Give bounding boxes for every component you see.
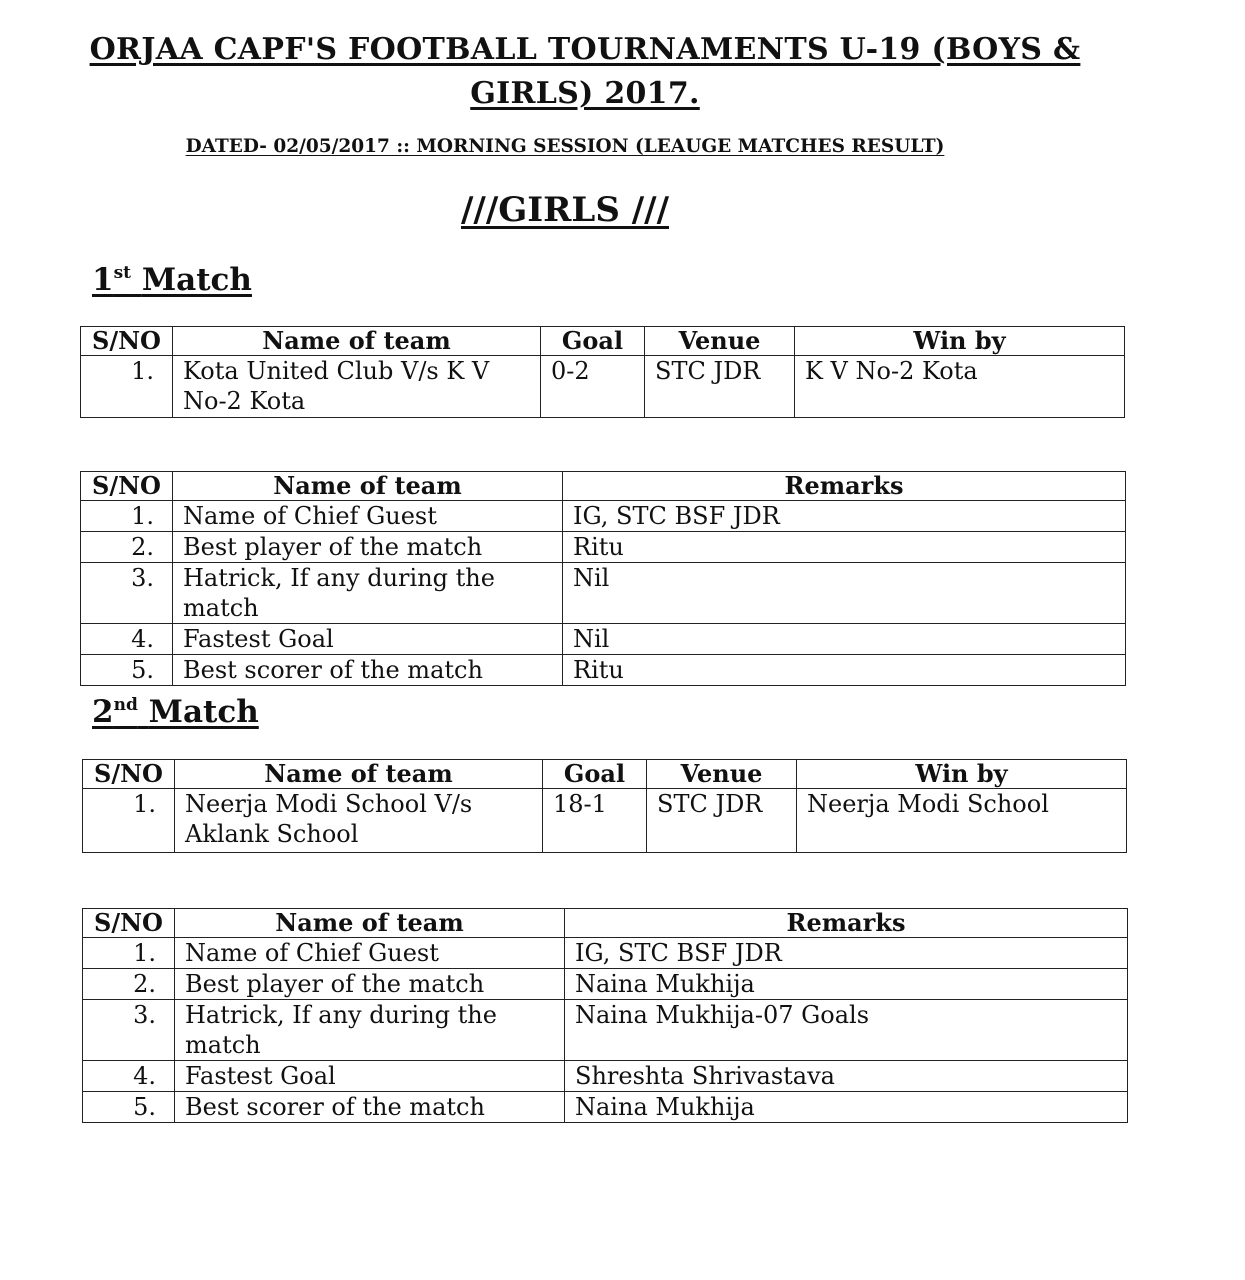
cell-team: Kota United Club V/s K V No-2 Kota xyxy=(173,356,541,418)
col-team: Name of team xyxy=(175,909,565,938)
match-2-ordinal: nd xyxy=(113,695,138,715)
cell-item: Best player of the match xyxy=(173,532,563,563)
document-title xyxy=(80,28,1090,116)
cell-remark: Naina Mukhija-07 Goals xyxy=(565,1000,1128,1061)
table-row xyxy=(81,532,1126,563)
col-remarks: Remarks xyxy=(565,909,1128,938)
col-team: Name of team xyxy=(173,327,541,356)
match-1-number: 1 xyxy=(92,262,114,298)
section-heading: ///GIRLS /// xyxy=(460,190,669,230)
match-1-remarks-table xyxy=(80,471,1126,686)
match-2-remarks-table xyxy=(82,908,1128,1123)
cell-goal: 18-1 xyxy=(543,789,647,853)
table-row xyxy=(81,356,1125,418)
col-win-by: Win by xyxy=(797,760,1127,789)
table-row xyxy=(83,1000,1128,1061)
match-2-number: 2 xyxy=(92,694,114,730)
table-row xyxy=(81,563,1126,624)
cell-item: Name of Chief Guest xyxy=(173,501,563,532)
cell-venue: STC JDR xyxy=(645,356,795,418)
table-row xyxy=(83,969,1128,1000)
cell-remark: Nil xyxy=(563,624,1126,655)
cell-item: Best scorer of the match xyxy=(173,655,563,686)
col-goal: Goal xyxy=(541,327,645,356)
col-goal: Goal xyxy=(543,760,647,789)
table-row xyxy=(83,938,1128,969)
cell-sno: 5. xyxy=(83,1092,175,1123)
cell-sno: 2. xyxy=(83,969,175,1000)
match-1-heading xyxy=(92,262,252,298)
cell-win-by: K V No-2 Kota xyxy=(795,356,1125,418)
cell-remark: Shreshta Shrivastava xyxy=(565,1061,1128,1092)
cell-sno: 3. xyxy=(81,563,173,624)
table-header-row xyxy=(81,327,1125,356)
match-2-word: Match xyxy=(148,694,259,730)
cell-remark: Ritu xyxy=(563,532,1126,563)
cell-sno: 3. xyxy=(83,1000,175,1061)
title-line-2: GIRLS) 2017. xyxy=(470,76,700,111)
title-line-1: ORJAA CAPF'S FOOTBALL TOURNAMENTS U-19 (BOYS & xyxy=(89,32,1081,67)
cell-goal: 0-2 xyxy=(541,356,645,418)
cell-item: Name of Chief Guest xyxy=(175,938,565,969)
cell-remark: IG, STC BSF JDR xyxy=(563,501,1126,532)
cell-item: Hatrick, If any during the match xyxy=(175,1000,565,1061)
cell-venue: STC JDR xyxy=(647,789,797,853)
cell-sno: 1. xyxy=(81,501,173,532)
col-sno: S/NO xyxy=(83,760,175,789)
col-team: Name of team xyxy=(175,760,543,789)
cell-sno: 4. xyxy=(83,1061,175,1092)
cell-sno: 5. xyxy=(81,655,173,686)
cell-win-by: Neerja Modi School xyxy=(797,789,1127,853)
cell-sno: 1. xyxy=(83,938,175,969)
cell-sno: 1. xyxy=(83,789,175,853)
cell-item: Fastest Goal xyxy=(173,624,563,655)
cell-item: Fastest Goal xyxy=(175,1061,565,1092)
cell-sno: 2. xyxy=(81,532,173,563)
col-venue: Venue xyxy=(647,760,797,789)
table-header-row xyxy=(83,760,1127,789)
col-remarks: Remarks xyxy=(563,472,1126,501)
cell-sno: 4. xyxy=(81,624,173,655)
col-sno: S/NO xyxy=(81,327,173,356)
cell-remark: IG, STC BSF JDR xyxy=(565,938,1128,969)
cell-team: Neerja Modi School V/s Aklank School xyxy=(175,789,543,853)
table-header-row xyxy=(83,909,1128,938)
table-row xyxy=(81,655,1126,686)
col-venue: Venue xyxy=(645,327,795,356)
table-row xyxy=(81,501,1126,532)
cell-sno: 1. xyxy=(81,356,173,418)
table-row xyxy=(83,1061,1128,1092)
cell-remark: Ritu xyxy=(563,655,1126,686)
match-1-result-table xyxy=(80,326,1125,418)
cell-remark: Naina Mukhija xyxy=(565,969,1128,1000)
table-row xyxy=(83,789,1127,853)
cell-item: Best player of the match xyxy=(175,969,565,1000)
match-2-heading xyxy=(92,694,259,730)
table-header-row xyxy=(81,472,1126,501)
cell-remark: Nil xyxy=(563,563,1126,624)
cell-item: Best scorer of the match xyxy=(175,1092,565,1123)
cell-remark: Naina Mukhija xyxy=(565,1092,1128,1123)
col-win-by: Win by xyxy=(795,327,1125,356)
table-row xyxy=(83,1092,1128,1123)
cell-item: Hatrick, If any during the match xyxy=(173,563,563,624)
col-sno: S/NO xyxy=(83,909,175,938)
dated-line: DATED- 02/05/2017 :: MORNING SESSION (LEAUGE MATCHES RESULT) xyxy=(185,136,945,157)
match-1-word: Match xyxy=(141,262,252,298)
match-1-ordinal: st xyxy=(113,263,132,283)
col-team: Name of team xyxy=(173,472,563,501)
match-2-result-table xyxy=(82,759,1127,853)
col-sno: S/NO xyxy=(81,472,173,501)
table-row xyxy=(81,624,1126,655)
